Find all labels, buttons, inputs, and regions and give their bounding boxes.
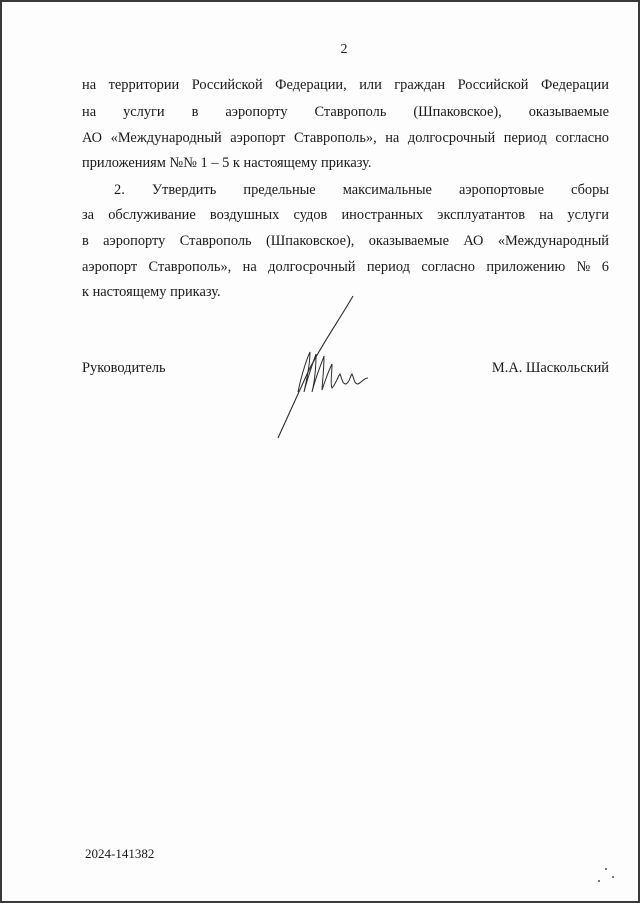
word: на (539, 207, 554, 223)
word: аэропорт (82, 259, 138, 275)
word: аэропортовые (458, 182, 544, 198)
scan-speck (605, 868, 607, 870)
word: эксплуатантов (437, 207, 526, 223)
word: в (191, 104, 199, 120)
word: иностранных (341, 207, 424, 223)
word: Российской (191, 77, 263, 93)
word: Ставрополь», (148, 259, 232, 275)
handwritten-signature (268, 292, 378, 442)
word: период (503, 130, 547, 146)
word: граждан (394, 77, 446, 93)
word: Утвердить (151, 182, 217, 198)
word: 6 (601, 259, 609, 275)
word: судов (293, 207, 328, 223)
word: АО (463, 233, 484, 249)
word: или (359, 77, 382, 93)
word: Ставрополь (314, 104, 387, 120)
word: период (366, 259, 410, 275)
word: № (576, 259, 591, 275)
word: аэропорту (103, 233, 166, 249)
word: оказываемые (368, 233, 449, 249)
word: территории (108, 77, 180, 93)
word: 2. (114, 182, 125, 198)
scan-speck (612, 876, 614, 878)
signer-title: Руководитель (82, 360, 166, 376)
signer-name: М.А. Шаскольский (491, 360, 609, 376)
document-id: 2024-141382 (85, 846, 155, 861)
word: оказываемые (528, 104, 609, 120)
word: услуги (567, 207, 609, 223)
word: «Международный (110, 130, 222, 146)
paragraph1-line-1 (82, 76, 609, 94)
word: сборы (571, 182, 609, 198)
word: АО (82, 130, 103, 146)
word: в (82, 233, 89, 249)
word: долгосрочный (407, 130, 496, 146)
paragraph1-line-2 (82, 103, 609, 121)
word: «Международный (497, 233, 609, 249)
word: максимальные (342, 182, 432, 198)
scan-speck (598, 880, 600, 882)
page-number: 2 (340, 42, 348, 57)
paragraph2-line-2 (82, 206, 609, 224)
word: на (82, 77, 97, 93)
word: воздушных (209, 207, 280, 223)
word: приложению (486, 259, 566, 275)
word: за (82, 207, 95, 223)
word: услуги (123, 104, 165, 120)
paragraph1-line-3 (82, 129, 609, 147)
word: согласно (421, 259, 475, 275)
word: аэропорту (225, 104, 288, 120)
paragraph2-line-4 (82, 258, 609, 276)
paragraph2-line-3 (82, 232, 609, 250)
word: на (385, 130, 400, 146)
paragraph1-line-4: приложениям №№ 1 – 5 к настоящему приказу. (82, 155, 372, 171)
paragraph2-line-5: к настоящему приказу. (82, 284, 221, 300)
word: Российской (457, 77, 529, 93)
scan-edge-top (0, 0, 640, 2)
word: на (82, 104, 97, 120)
word: (Шпаковское), (413, 104, 502, 120)
word: на (242, 259, 257, 275)
word: Федерации (541, 77, 609, 93)
word: Ставрополь», (293, 130, 377, 146)
word: (Шпаковское), (265, 233, 355, 249)
paragraph2-line-1 (114, 181, 609, 199)
word: Ставрополь (179, 233, 252, 249)
word: долгосрочный (268, 259, 356, 275)
word: Федерации, (275, 77, 347, 93)
word: согласно (555, 130, 609, 146)
scan-edge-left (0, 0, 2, 903)
word: аэропорт (230, 130, 286, 146)
word: обслуживание (108, 207, 196, 223)
word: предельные (243, 182, 316, 198)
